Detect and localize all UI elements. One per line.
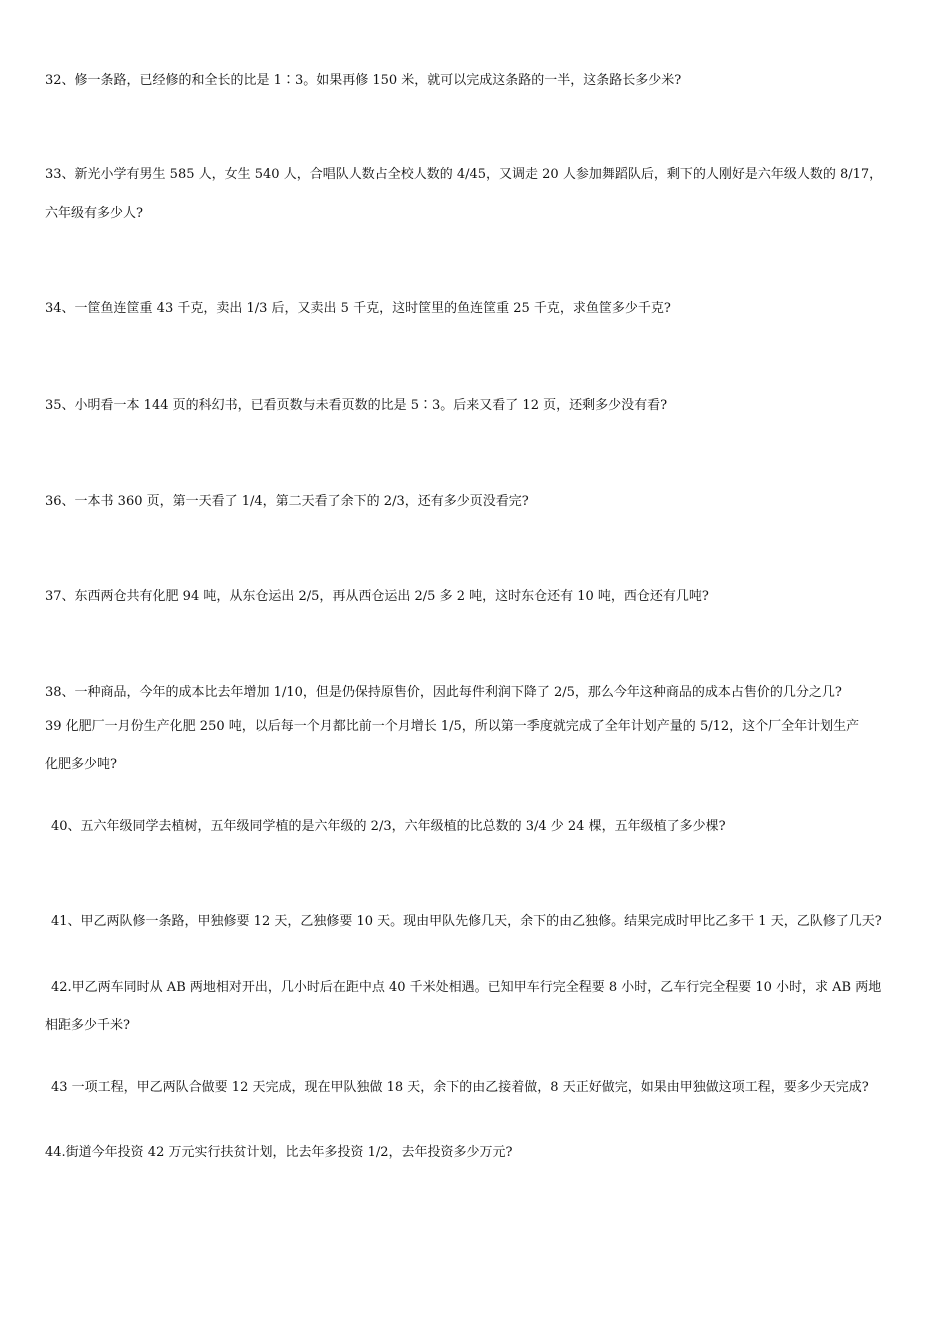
question-42-line-2: 相距多少千米?: [45, 1018, 130, 1033]
question-34: 34、一筐鱼连筐重 43 千克，卖出 1/3 后，又卖出 5 千克，这时筐里的鱼连筐重 25 千克，求鱼筐多少千克?: [45, 301, 671, 316]
question-39: 39 化肥厂一月份生产化肥 250 吨，以后每一个月都比前一个月增长 1/5，所以第一季度就完成了全年计划产量的 5/12，这个厂全年计划生产: [45, 719, 860, 734]
question-41: 41、甲乙两队修一条路，甲独修要 12 天，乙独修要 10 天。现由甲队先修几天，余下的由乙独修。结果完成时甲比乙多干 1 天，乙队修了几天?: [51, 914, 882, 929]
question-44: 44.街道今年投资 42 万元实行扶贫计划，比去年多投资 1/2，去年投资多少万元?: [45, 1145, 513, 1160]
question-32: 32、修一条路，已经修的和全长的比是 1∶3。如果再修 150 米，就可以完成这条路的一半，这条路长多少米?: [45, 73, 682, 88]
question-39-line-2: 化肥多少吨?: [45, 757, 117, 772]
question-33: 33、新光小学有男生 585 人，女生 540 人，合唱队人数占全校人数的 4/45，又调走 20 人参加舞蹈队后，剩下的人刚好是六年级人数的 8/17，: [45, 167, 883, 182]
question-40: 40、五六年级同学去植树，五年级同学植的是六年级的 2/3，六年级植的比总数的 3/4 少 24 棵，五年级植了多少棵?: [51, 819, 726, 834]
question-43: 43 一项工程，甲乙两队合做要 12 天完成，现在甲队独做 18 天，余下的由乙接着做，8 天正好做完，如果由甲独做这项工程，要多少天完成?: [51, 1080, 869, 1095]
question-33-line-2: 六年级有多少人?: [45, 206, 143, 221]
question-36: 36、一本书 360 页，第一天看了 1/4，第二天看了余下的 2/3，还有多少页没看完?: [45, 494, 529, 509]
question-37: 37、东西两仓共有化肥 94 吨，从东仓运出 2/5，再从西仓运出 2/5 多 2 吨，这时东仓还有 10 吨，西仓还有几吨?: [45, 589, 709, 604]
question-38: 38、一种商品，今年的成本比去年增加 1/10，但是仍保持原售价，因此每件利润下降了 2/5，那么今年这种商品的成本占售价的几分之几?: [45, 685, 842, 700]
question-42: 42.甲乙两车同时从 AB 两地相对开出，几小时后在距中点 40 千米处相遇。已知甲车行完全程要 8 小时，乙车行完全程要 10 小时，求 AB 两地: [51, 980, 882, 995]
question-35: 35、小明看一本 144 页的科幻书，已看页数与未看页数的比是 5∶3。后来又看了 12 页，还剩多少没有看?: [45, 398, 668, 413]
